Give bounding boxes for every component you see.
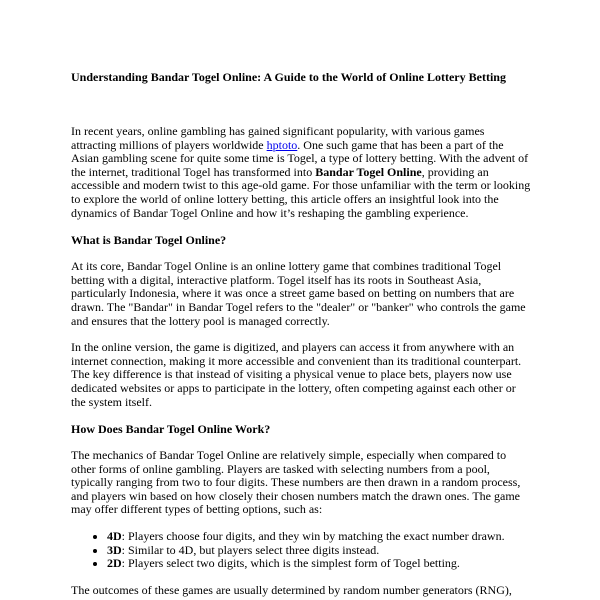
bet-type-description: : Players select two digits, which is the simplest form of Togel betting. xyxy=(121,556,460,571)
bet-type-term: 2D xyxy=(107,556,122,571)
section1-paragraph-1: At its core, Bandar Togel Online is an online lottery game that combines traditional Togel betting with a digital, interactive platform. Togel itself has its roots in Southeast Asia, particularly Indonesia, where it was once a street game based on betting on numbers that are drawn. The "Bandar" in Bandar Togel refers to the "dealer" or "banker" who controls the game and ensures that the lottery pool is managed correctly. xyxy=(71,259,526,328)
intro-text-3: , providing an accessible and modern twist to this age-old game. For those unfamiliar with the term or looking to explore the world of online lottery betting, this article offers an insightful look into the dynamics of Bandar Togel Online and how it’s reshaping the gambling experience. xyxy=(71,164,531,220)
section-heading-what-is: What is Bandar Togel Online? xyxy=(71,233,227,248)
article-title: Understanding Bandar Togel Online: A Guide to the World of Online Lottery Betting xyxy=(71,70,506,84)
bet-type-description: : Players choose four digits, and they win by matching the exact number drawn. xyxy=(121,529,505,544)
bet-type-term: 4D xyxy=(107,529,122,544)
section1-paragraph-2: In the online version, the game is digitized, and players can access it from anywhere with an internet connection, making it more accessible and convenient than its traditional counterpart. The key difference is that instead of visiting a physical venue to place bets, players now use dedicated websites or apps to participate in the lottery, often competing against each other or the system itself. xyxy=(71,340,522,409)
intro-text-2: . One such game that has been a part of the Asian gambling scene for quite some time is Togel, a type of lottery betting. With the advent of the internet, traditional Togel has transformed into xyxy=(71,137,529,179)
intro-paragraph xyxy=(71,125,531,220)
intro-bold-term: Bandar Togel Online xyxy=(315,164,422,179)
bet-type-description: : Similar to 4D, but players select three digits instead. xyxy=(121,542,380,557)
section2-paragraph-1: The mechanics of Bandar Togel Online are relatively simple, especially when compared to other forms of online gambling. Players are tasked with selecting numbers from a pool, typically ranging from two to four digits. These numbers are then drawn in a random process, and players win based on how closely their chosen numbers match the drawn ones. The game may offer different types of betting options, such as: xyxy=(71,448,521,517)
list-item xyxy=(107,557,531,571)
section2-paragraph-2: The outcomes of these games are usually determined by random number generators (RNG), xyxy=(71,582,512,597)
hptoto-link[interactable]: hptoto xyxy=(266,137,298,152)
section-heading-how-it-works: How Does Bandar Togel Online Work? xyxy=(71,422,271,437)
bet-type-term: 3D xyxy=(107,542,122,557)
list-item xyxy=(107,544,531,558)
list-item xyxy=(107,530,531,544)
intro-text-1: In recent years, online gambling has gained significant popularity, with various games attracting millions of players worldwide xyxy=(71,124,485,152)
article-body xyxy=(71,125,531,600)
betting-options-list xyxy=(71,530,531,571)
